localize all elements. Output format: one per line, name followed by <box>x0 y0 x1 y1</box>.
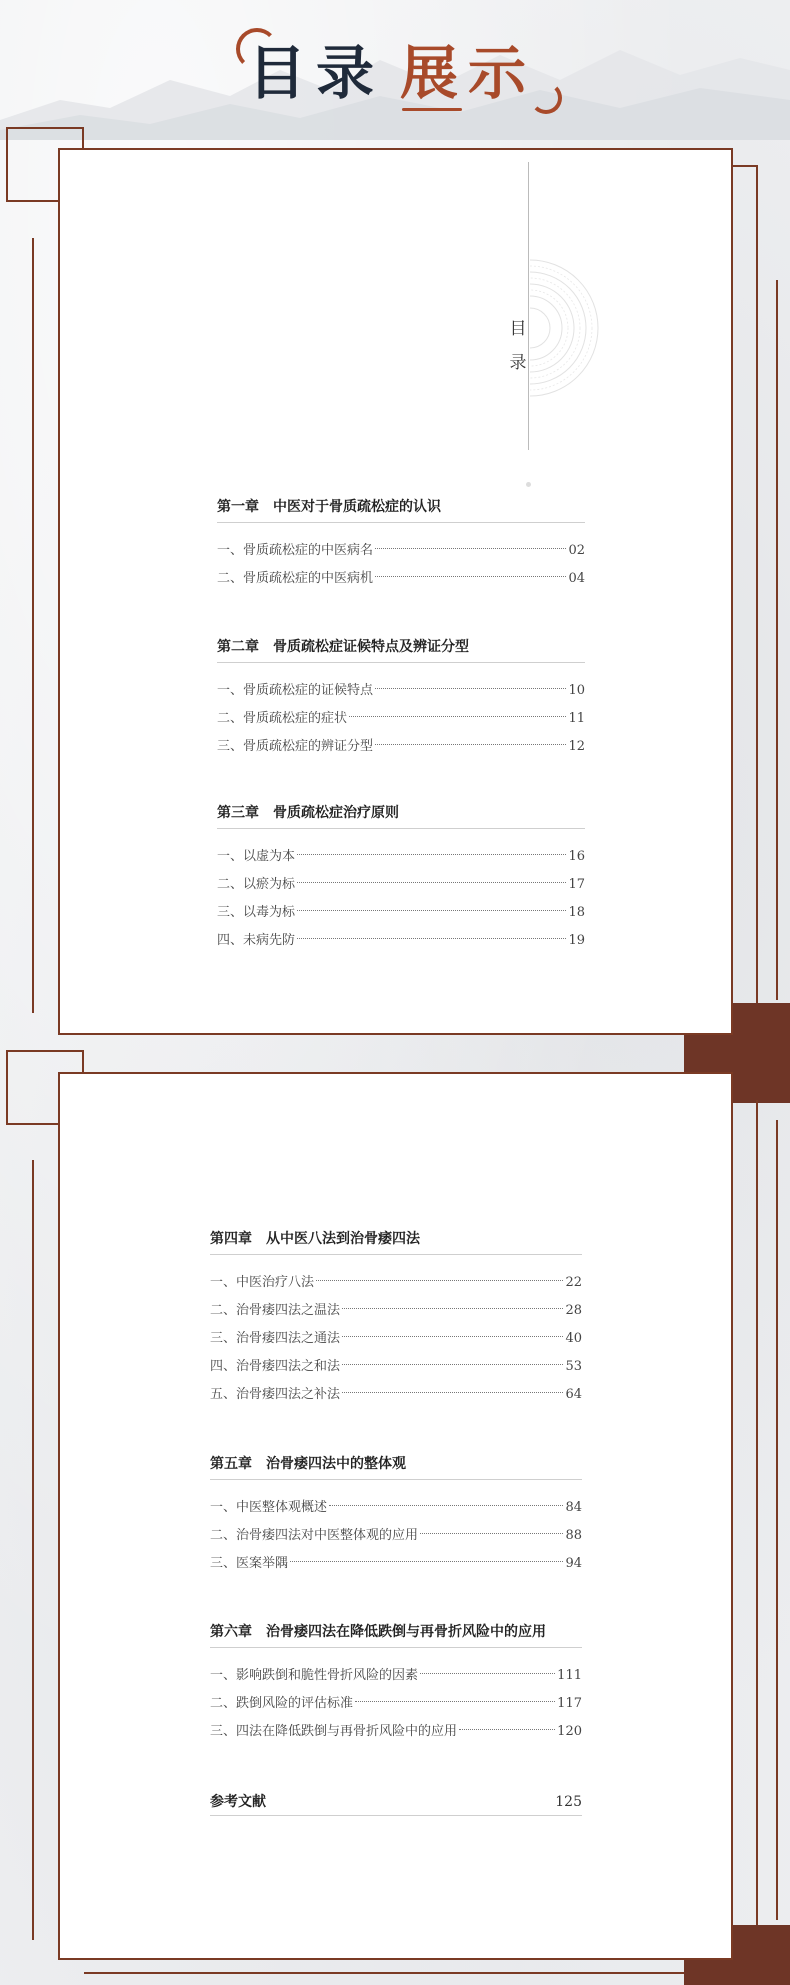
entry-page: 22 <box>565 1275 582 1290</box>
divider-dot <box>526 482 531 487</box>
frame-line-bottom <box>84 1972 684 1974</box>
toc-entry[interactable] <box>217 843 585 871</box>
toc-entry[interactable] <box>217 537 585 565</box>
header <box>0 18 790 108</box>
entry-page: 111 <box>557 1668 582 1683</box>
entry-text: 二、治骨痿四法之温法 <box>210 1303 341 1318</box>
entry-text: 一、中医治疗八法 <box>210 1275 315 1290</box>
leader-dots <box>316 1280 563 1281</box>
vertical-toc-title <box>503 312 533 380</box>
entry-text: 三、医案举隅 <box>210 1556 289 1571</box>
entry-text: 一、以虚为本 <box>217 849 296 864</box>
leader-dots <box>459 1729 555 1730</box>
vertical-divider <box>528 162 529 450</box>
entry-page: 04 <box>568 571 585 586</box>
chapter-1 <box>217 496 585 636</box>
entry-text: 三、四法在降低跌倒与再骨折风险中的应用 <box>210 1724 458 1739</box>
entry-page: 16 <box>568 849 585 864</box>
entry-page: 10 <box>568 683 585 698</box>
entry-page: 11 <box>568 711 585 726</box>
toc-entry[interactable] <box>217 565 585 593</box>
leader-dots <box>342 1392 563 1393</box>
chapter-number: 第六章 <box>210 1624 252 1640</box>
references-entry[interactable] <box>210 1791 582 1816</box>
entry-page: 40 <box>565 1331 582 1346</box>
entry-text: 一、中医整体观概述 <box>210 1500 328 1515</box>
frame-line-right-outer <box>776 280 778 1000</box>
toc-entry[interactable] <box>210 1297 582 1325</box>
chapter-5 <box>210 1453 582 1621</box>
chapter-number: 第二章 <box>217 639 259 655</box>
chapter-heading <box>210 1228 582 1255</box>
leader-dots <box>342 1336 563 1337</box>
entry-text: 一、骨质疏松症的证候特点 <box>217 683 374 698</box>
mandala-ornament-icon <box>530 258 610 398</box>
frame-line-left <box>32 238 34 1013</box>
toc-entry[interactable] <box>210 1662 582 1690</box>
toc-entry[interactable] <box>217 927 585 955</box>
chapter-title: 骨质疏松症证候特点及辨证分型 <box>273 639 469 655</box>
entry-page: 18 <box>568 905 585 920</box>
chapter-4 <box>210 1228 582 1453</box>
references-label: 参考文献 <box>210 1794 266 1810</box>
chapter-2 <box>217 636 585 802</box>
toc-entry[interactable] <box>210 1381 582 1409</box>
entry-text: 二、骨质疏松症的症状 <box>217 711 348 726</box>
entry-page: 19 <box>568 933 585 948</box>
toc-page-2 <box>58 1072 733 1960</box>
entry-page: 17 <box>568 877 585 892</box>
chapter-title: 中医对于骨质疏松症的认识 <box>273 499 441 515</box>
swirl-ornament-icon <box>530 82 562 114</box>
entry-text: 一、影响跌倒和脆性骨折风险的因素 <box>210 1668 419 1683</box>
chapter-number: 第三章 <box>217 805 259 821</box>
chapter-title: 治骨痿四法在降低跌倒与再骨折风险中的应用 <box>266 1624 546 1640</box>
entry-text: 四、治骨痿四法之和法 <box>210 1359 341 1374</box>
references-page: 125 <box>555 1794 582 1810</box>
entry-text: 三、骨质疏松症的辨证分型 <box>217 739 374 754</box>
leader-dots <box>375 548 566 549</box>
toc-entry[interactable] <box>210 1325 582 1353</box>
chapter-heading <box>210 1621 582 1648</box>
leader-dots <box>375 688 566 689</box>
entry-page: 120 <box>557 1724 582 1739</box>
header-title-red: 展示 <box>400 39 537 107</box>
vertical-title-char: 录 <box>509 353 527 373</box>
toc-list-2 <box>210 1228 582 1816</box>
chapter-number: 第一章 <box>217 499 259 515</box>
entry-page: 02 <box>568 543 585 558</box>
toc-entry[interactable] <box>217 871 585 899</box>
toc-entry[interactable] <box>210 1550 582 1578</box>
leader-dots <box>290 1561 563 1562</box>
leader-dots <box>297 910 566 911</box>
chapter-number: 第五章 <box>210 1456 252 1472</box>
entry-page: 53 <box>565 1359 582 1374</box>
chapter-heading <box>217 636 585 663</box>
entry-page: 94 <box>565 1556 582 1571</box>
title-underline <box>402 108 462 111</box>
entry-text: 二、治骨痿四法对中医整体观的应用 <box>210 1528 419 1543</box>
entry-text: 一、骨质疏松症的中医病名 <box>217 543 374 558</box>
entry-page: 64 <box>565 1387 582 1402</box>
chapter-heading <box>210 1453 582 1480</box>
chapter-heading <box>217 496 585 523</box>
toc-page-1 <box>58 148 733 1035</box>
leader-dots <box>297 938 566 939</box>
leader-dots <box>355 1701 555 1702</box>
leader-dots <box>342 1364 563 1365</box>
entry-text: 二、以瘀为标 <box>217 877 296 892</box>
entry-text: 三、治骨痿四法之通法 <box>210 1331 341 1346</box>
chapter-title: 从中医八法到治骨痿四法 <box>266 1231 420 1247</box>
chapter-number: 第四章 <box>210 1231 252 1247</box>
entry-text: 四、未病先防 <box>217 933 296 948</box>
toc-entry[interactable] <box>210 1269 582 1297</box>
toc-list-1 <box>217 496 585 955</box>
frame-line-right-2 <box>756 1100 758 1930</box>
toc-entry[interactable] <box>217 733 585 761</box>
frame-line-right-outer-2 <box>776 1120 778 1920</box>
entry-page: 84 <box>565 1500 582 1515</box>
header-title-dark: 目录 <box>248 39 385 107</box>
leader-dots <box>420 1673 555 1674</box>
toc-entry[interactable] <box>210 1353 582 1381</box>
chapter-6 <box>210 1621 582 1791</box>
entry-text: 二、跌倒风险的评估标准 <box>210 1696 354 1711</box>
frame-line-top-right <box>733 165 758 167</box>
chapter-3 <box>217 802 585 955</box>
leader-dots <box>342 1308 563 1309</box>
frame-line-right <box>756 165 758 1020</box>
leader-dots <box>375 576 566 577</box>
frame-line-left-2 <box>32 1160 34 1940</box>
leader-dots <box>329 1505 563 1506</box>
leader-dots <box>297 882 566 883</box>
entry-page: 88 <box>565 1528 582 1543</box>
toc-entry[interactable] <box>217 705 585 733</box>
toc-entry[interactable] <box>217 677 585 705</box>
vertical-title-char: 目 <box>509 319 527 339</box>
chapter-title: 骨质疏松症治疗原则 <box>273 805 399 821</box>
leader-dots <box>349 716 566 717</box>
entry-text: 二、骨质疏松症的中医病机 <box>217 571 374 586</box>
entry-page: 28 <box>565 1303 582 1318</box>
leader-dots <box>297 854 566 855</box>
leader-dots <box>375 744 566 745</box>
chapter-heading <box>217 802 585 829</box>
toc-entry[interactable] <box>217 899 585 927</box>
toc-entry[interactable] <box>210 1522 582 1550</box>
entry-page: 12 <box>568 739 585 754</box>
chapter-title: 治骨痿四法中的整体观 <box>266 1456 406 1472</box>
entry-text: 五、治骨痿四法之补法 <box>210 1387 341 1402</box>
entry-page: 117 <box>557 1696 582 1711</box>
leader-dots <box>420 1533 563 1534</box>
toc-entry[interactable] <box>210 1718 582 1746</box>
toc-entry[interactable] <box>210 1494 582 1522</box>
entry-text: 三、以毒为标 <box>217 905 296 920</box>
toc-entry[interactable] <box>210 1690 582 1718</box>
